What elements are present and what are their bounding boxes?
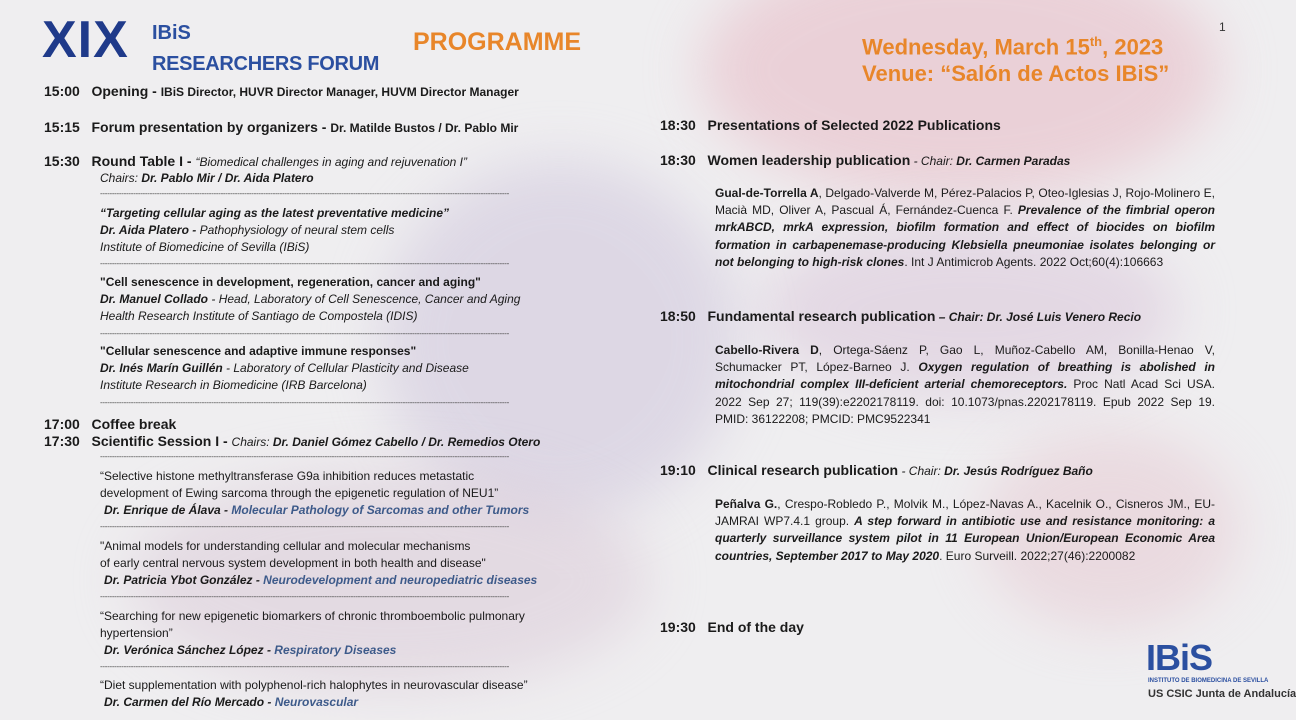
divider: -----------------------------------------------------------------------------------------------------------------------------------------------------------------------------: [100, 329, 509, 338]
divider: -----------------------------------------------------------------------------------------------------------------------------------------------------------------------------: [100, 662, 509, 671]
event-date: Wednesday, March 15th, 2023: [862, 34, 1164, 60]
divider: -----------------------------------------------------------------------------------------------------------------------------------------------------------------------------: [100, 592, 509, 601]
ibis-institute-name: INSTITUTO DE BIOMEDICINA DE SEVILLA: [1148, 678, 1269, 684]
round-table-talk: "Cellular senescence and adaptive immune responses" Dr. Inés Marín Guillén - Laboratory of Cellular Plasticity and Disease Institute Research in Biomedicine (IRB Barcelona): [100, 344, 469, 392]
women-publication-heading: 18:30 Women leadership publication - Chair: Dr. Carmen Paradas: [660, 152, 1071, 168]
end-of-day-item: 19:30 End of the day: [660, 619, 804, 635]
session-talk: “Diet supplementation with polyphenol-rich halophytes in neurovascular disease” Dr. Carmen del Río Mercado - Neurovascular: [100, 678, 528, 709]
forum-edition-logo: XIX: [42, 11, 129, 69]
clinical-publication-reference: Peñalva G., Crespo-Robledo P., Molvik M., López-Navas A., Kacelnik O., Cisneros JM., EU-JAMRAI WP7.4.1 group. A step forward in antibiotic use and resistance monitoring: a quarterly surveillance system pilot in 11 European Union/European Economic Area countries, September 2017 to May 2020. Euro Surveill. 2022;27(46):2200082: [715, 497, 1215, 563]
session-talk: “Searching for new epigenetic biomarkers of chronic thromboembolic pulmonary hypertension” Dr. Verónica Sánchez López - Respiratory Diseases: [100, 609, 525, 657]
clinical-publication-heading: 19:10 Clinical research publication - Chair: Dr. Jesús Rodríguez Baño: [660, 462, 1093, 478]
partner-logos: US CSIC Junta de Andalucía: [1148, 688, 1296, 700]
fundamental-publication-heading: 18:50 Fundamental research publication – Chair: Dr. José Luis Venero Recio: [660, 308, 1142, 324]
round-table-chairs: Chairs: Dr. Pablo Mir / Dr. Aida Platero: [100, 171, 314, 185]
divider: -----------------------------------------------------------------------------------------------------------------------------------------------------------------------------: [100, 398, 509, 407]
fundamental-publication-reference: Cabello-Rivera D, Ortega-Sáenz P, Gao L, Muñoz-Cabello AM, Bonilla-Henao V, Schumacker PT, López-Barneo J. Oxygen regulation of breathing is abolished in mitochondrial complex III-deficient arterial chemoreceptors. Proc Natl Acad Sci USA. 2022 Sep 27; 119(39):e2202178119. doi: 10.1073/pnas.2202178119. Epub 2022 Sep 19. PMID: 36122208; PMCID: PMC9522341: [715, 343, 1215, 426]
opening-item: 15:00 Opening - IBiS Director, HUVR Director Manager, HUVM Director Manager: [44, 83, 519, 99]
page-number: 1: [1219, 20, 1226, 34]
ibis-logo: IBiS: [1146, 637, 1213, 678]
women-publication-reference: Gual-de-Torrella A, Delgado-Valverde M, Pérez-Palacios P, Oteo-Iglesias J, Rojo-Molinero E, Macià MD, Oliver A, Pascual Á, Fernández-Cuenca F. Prevalence of the fimbrial operon mrkABCD, mrkA expression, biofilm formation and effect of biocides on biofilm formation in carbapenemase-producing Klebsiella pneumoniae isolates belonging or not belonging to high-risk clones. Int J Antimicrob Agents. 2022 Oct;60(4):106663: [715, 186, 1215, 269]
divider: -----------------------------------------------------------------------------------------------------------------------------------------------------------------------------: [100, 452, 509, 461]
event-venue: Venue: “Salón de Actos IBiS”: [862, 61, 1170, 86]
coffee-break-item: 17:00 Coffee break: [44, 416, 177, 432]
publications-heading: 18:30 Presentations of Selected 2022 Publications: [660, 117, 1001, 133]
divider: -----------------------------------------------------------------------------------------------------------------------------------------------------------------------------: [100, 259, 509, 268]
forum-presentation-item: 15:15 Forum presentation by organizers - Dr. Matilde Bustos / Dr. Pablo Mir: [44, 119, 519, 135]
ibis-wordmark: IBiS: [152, 22, 191, 44]
round-table-talk: “Targeting cellular aging as the latest preventative medicine” Dr. Aida Platero - Pathophysiology of neural stem cells Institute of Biomedicine of Sevilla (IBiS): [100, 206, 449, 254]
forum-name: RESEARCHERS FORUM: [152, 53, 380, 75]
session-talk: “Selective histone methyltransferase G9a inhibition reduces metastatic development of Ewing sarcoma through the epigenetic regulation of NEU1” Dr. Enrique de Álava - Molecular Pathology of Sarcomas and other Tumors: [100, 469, 530, 517]
session-talk: "Animal models for understanding cellular and molecular mechanisms of early central nervous system development in both health and disease" Dr. Patricia Ybot González - Neurodevelopment and neuropediatric diseases: [100, 539, 538, 587]
page-title: PROGRAMME: [413, 28, 582, 56]
round-table-heading: 15:30 Round Table I - “Biomedical challenges in aging and rejuvenation I”: [44, 153, 467, 169]
round-table-talk: "Cell senescence in development, regeneration, cancer and aging" Dr. Manuel Collado - Head, Laboratory of Cell Senescence, Cancer and Aging Health Research Institute of Santiago de Compostela (IDIS): [100, 275, 521, 323]
scientific-session-heading: 17:30 Scientific Session I - Chairs: Dr. Daniel Gómez Cabello / Dr. Remedios Otero: [44, 433, 541, 449]
divider: -----------------------------------------------------------------------------------------------------------------------------------------------------------------------------: [100, 189, 509, 198]
divider: -----------------------------------------------------------------------------------------------------------------------------------------------------------------------------: [100, 522, 509, 531]
